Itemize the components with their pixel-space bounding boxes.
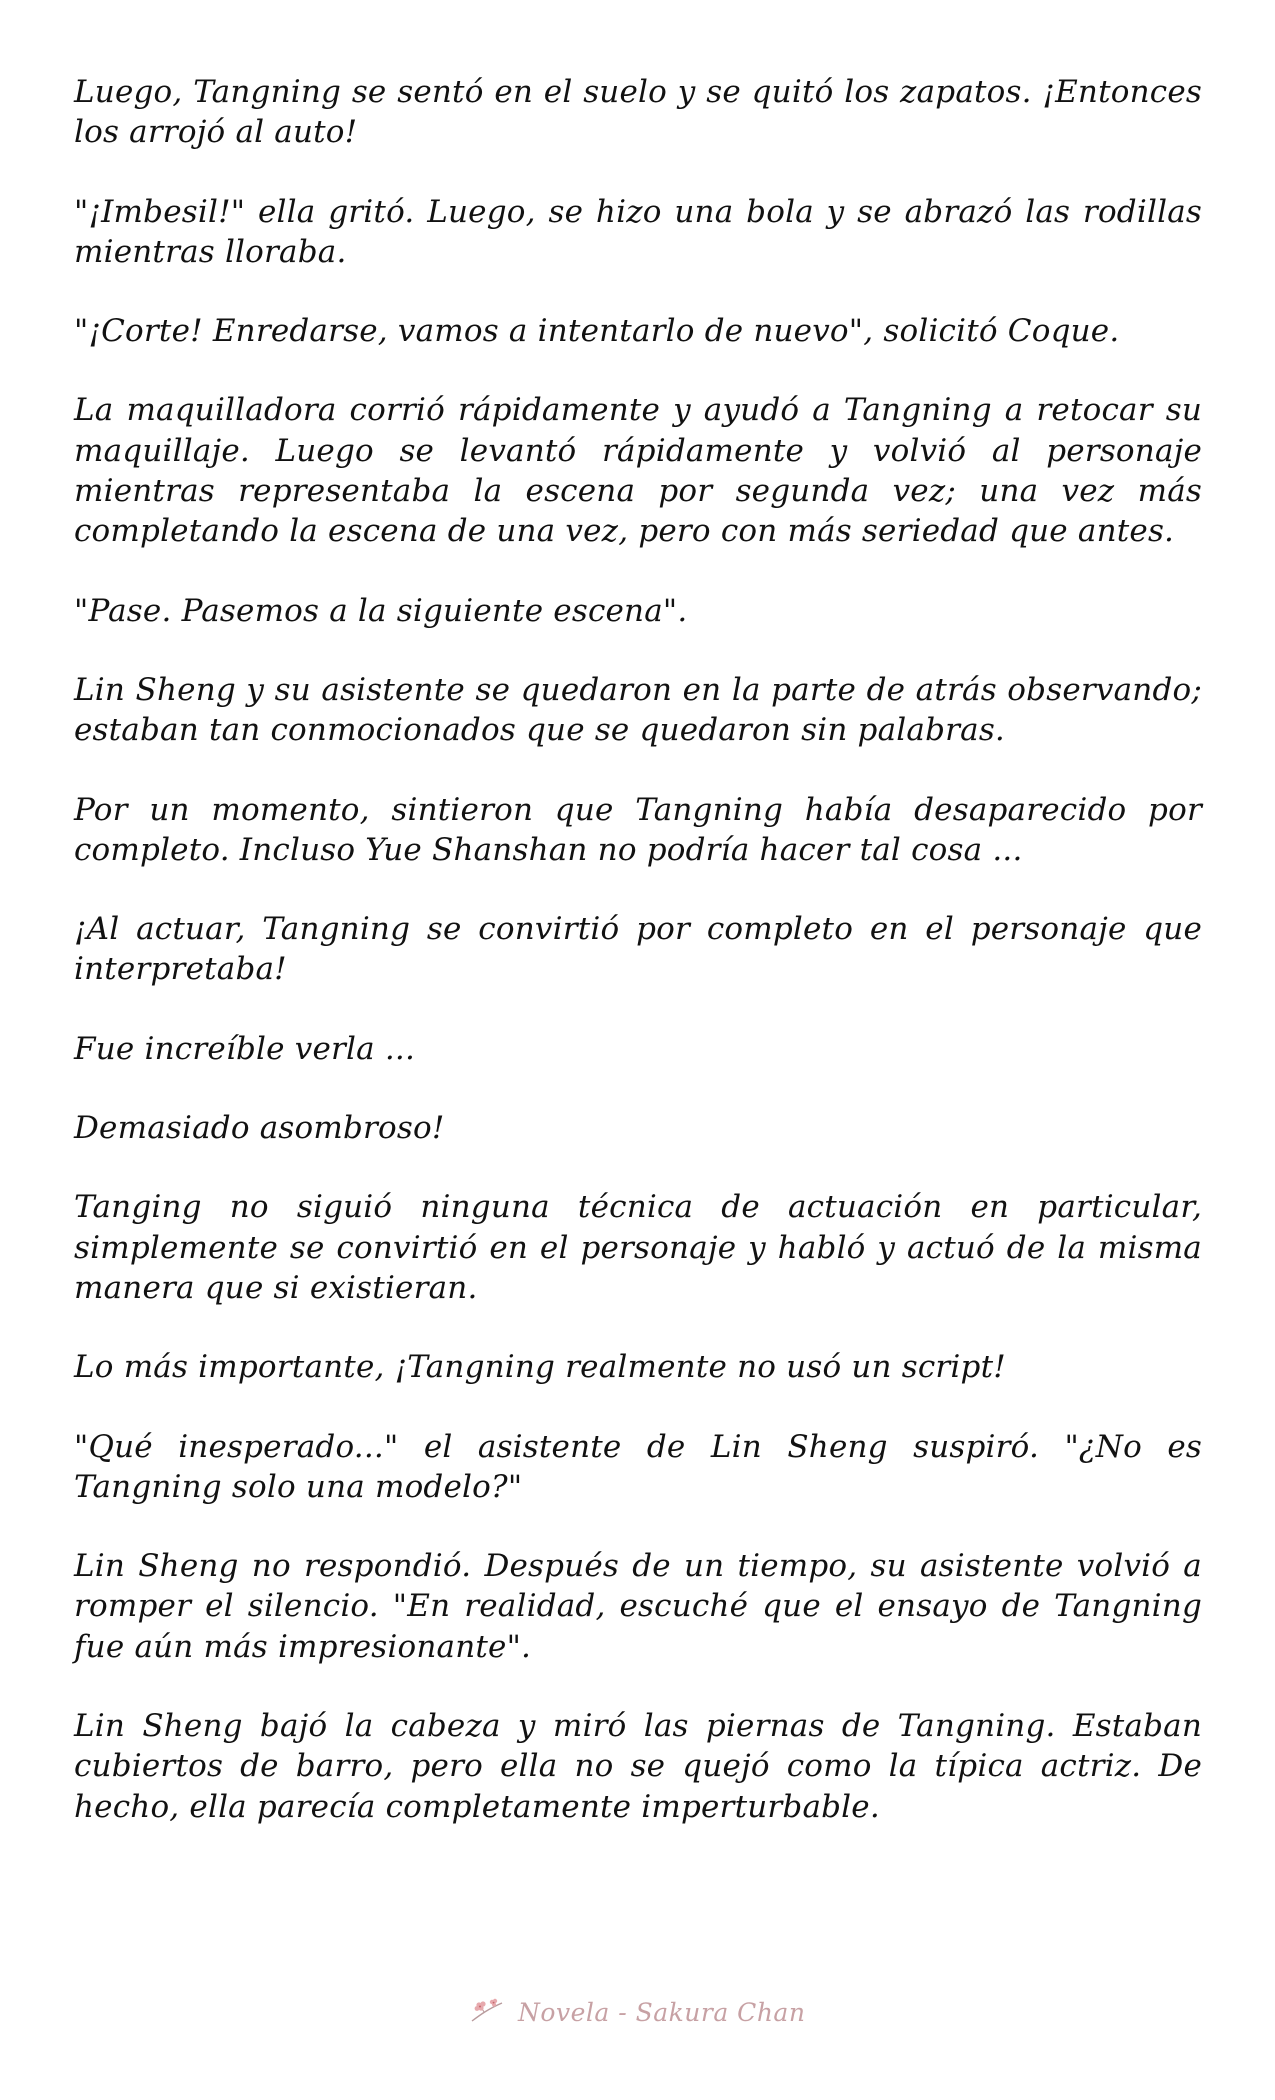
paragraph: Lin Sheng no respondió. Después de un tiempo, su asistente volvió a romper el silencio. "En realidad, escuché que el ensayo de Tangning fue aún más impresionante". (74, 1548, 1202, 1665)
paragraph: Lin Sheng y su asistente se quedaron en la parte de atrás observando; estaban tan conmocionados que se quedaron sin palabras. (74, 671, 1202, 749)
paragraph: Luego, Tangning se sentó en el suelo y se quitó los zapatos. ¡Entonces los arrojó al auto! (74, 74, 1202, 151)
paragraph: "Pase. Pasemos a la siguiente escena". (74, 592, 688, 629)
paragraph: Tanging no siguió ninguna técnica de actuación en particular, simplemente se convirtió en el personaje y habló y actuó de la misma manera que si existieran. (74, 1189, 1202, 1306)
paragraph: ¡Al actuar, Tangning se convirtió por completo en el personaje que interpretaba! (74, 911, 1202, 988)
paragraph: La maquilladora corrió rápidamente y ayudó a Tangning a retocar su maquillaje. Luego se levantó rápidamente y volvió al personaje mientras representaba la escena por segunda vez; una vez más completando la escena de una vez, pero con más seriedad que antes. (74, 392, 1202, 550)
paragraph: Fue increíble verla ... (74, 1030, 416, 1067)
paragraph: Lin Sheng bajó la cabeza y miró las piernas de Tangning. Estaban cubiertos de barro, pero ella no se quejó como la típica actriz. De hecho, ella parecía completamente imperturbable. (74, 1708, 1202, 1825)
paragraph: "¡Imbesil!" ella gritó. Luego, se hizo una bola y se abrazó las rodillas mientras lloraba. (74, 193, 1202, 270)
sakura-flower-icon (470, 1997, 504, 2029)
watermark-text: Novela - Sakura Chan (518, 1998, 806, 2027)
paragraph: "¡Corte! Enredarse, vamos a intentarlo de nuevo", solicitó Coque. (74, 313, 1120, 350)
watermark-footer (0, 1996, 1275, 2029)
document-body (74, 72, 1202, 1866)
paragraph: Lo más importante, ¡Tangning realmente no usó un script! (74, 1349, 1006, 1386)
paragraph: "Qué inesperado..." el asistente de Lin Sheng suspiró. "¿No es Tangning solo una modelo?" (74, 1428, 1202, 1505)
paragraph: Por un momento, sintieron que Tangning había desaparecido por completo. Incluso Yue Shanshan no podría hacer tal cosa ... (74, 791, 1202, 868)
paragraph: Demasiado asombroso! (74, 1110, 445, 1147)
